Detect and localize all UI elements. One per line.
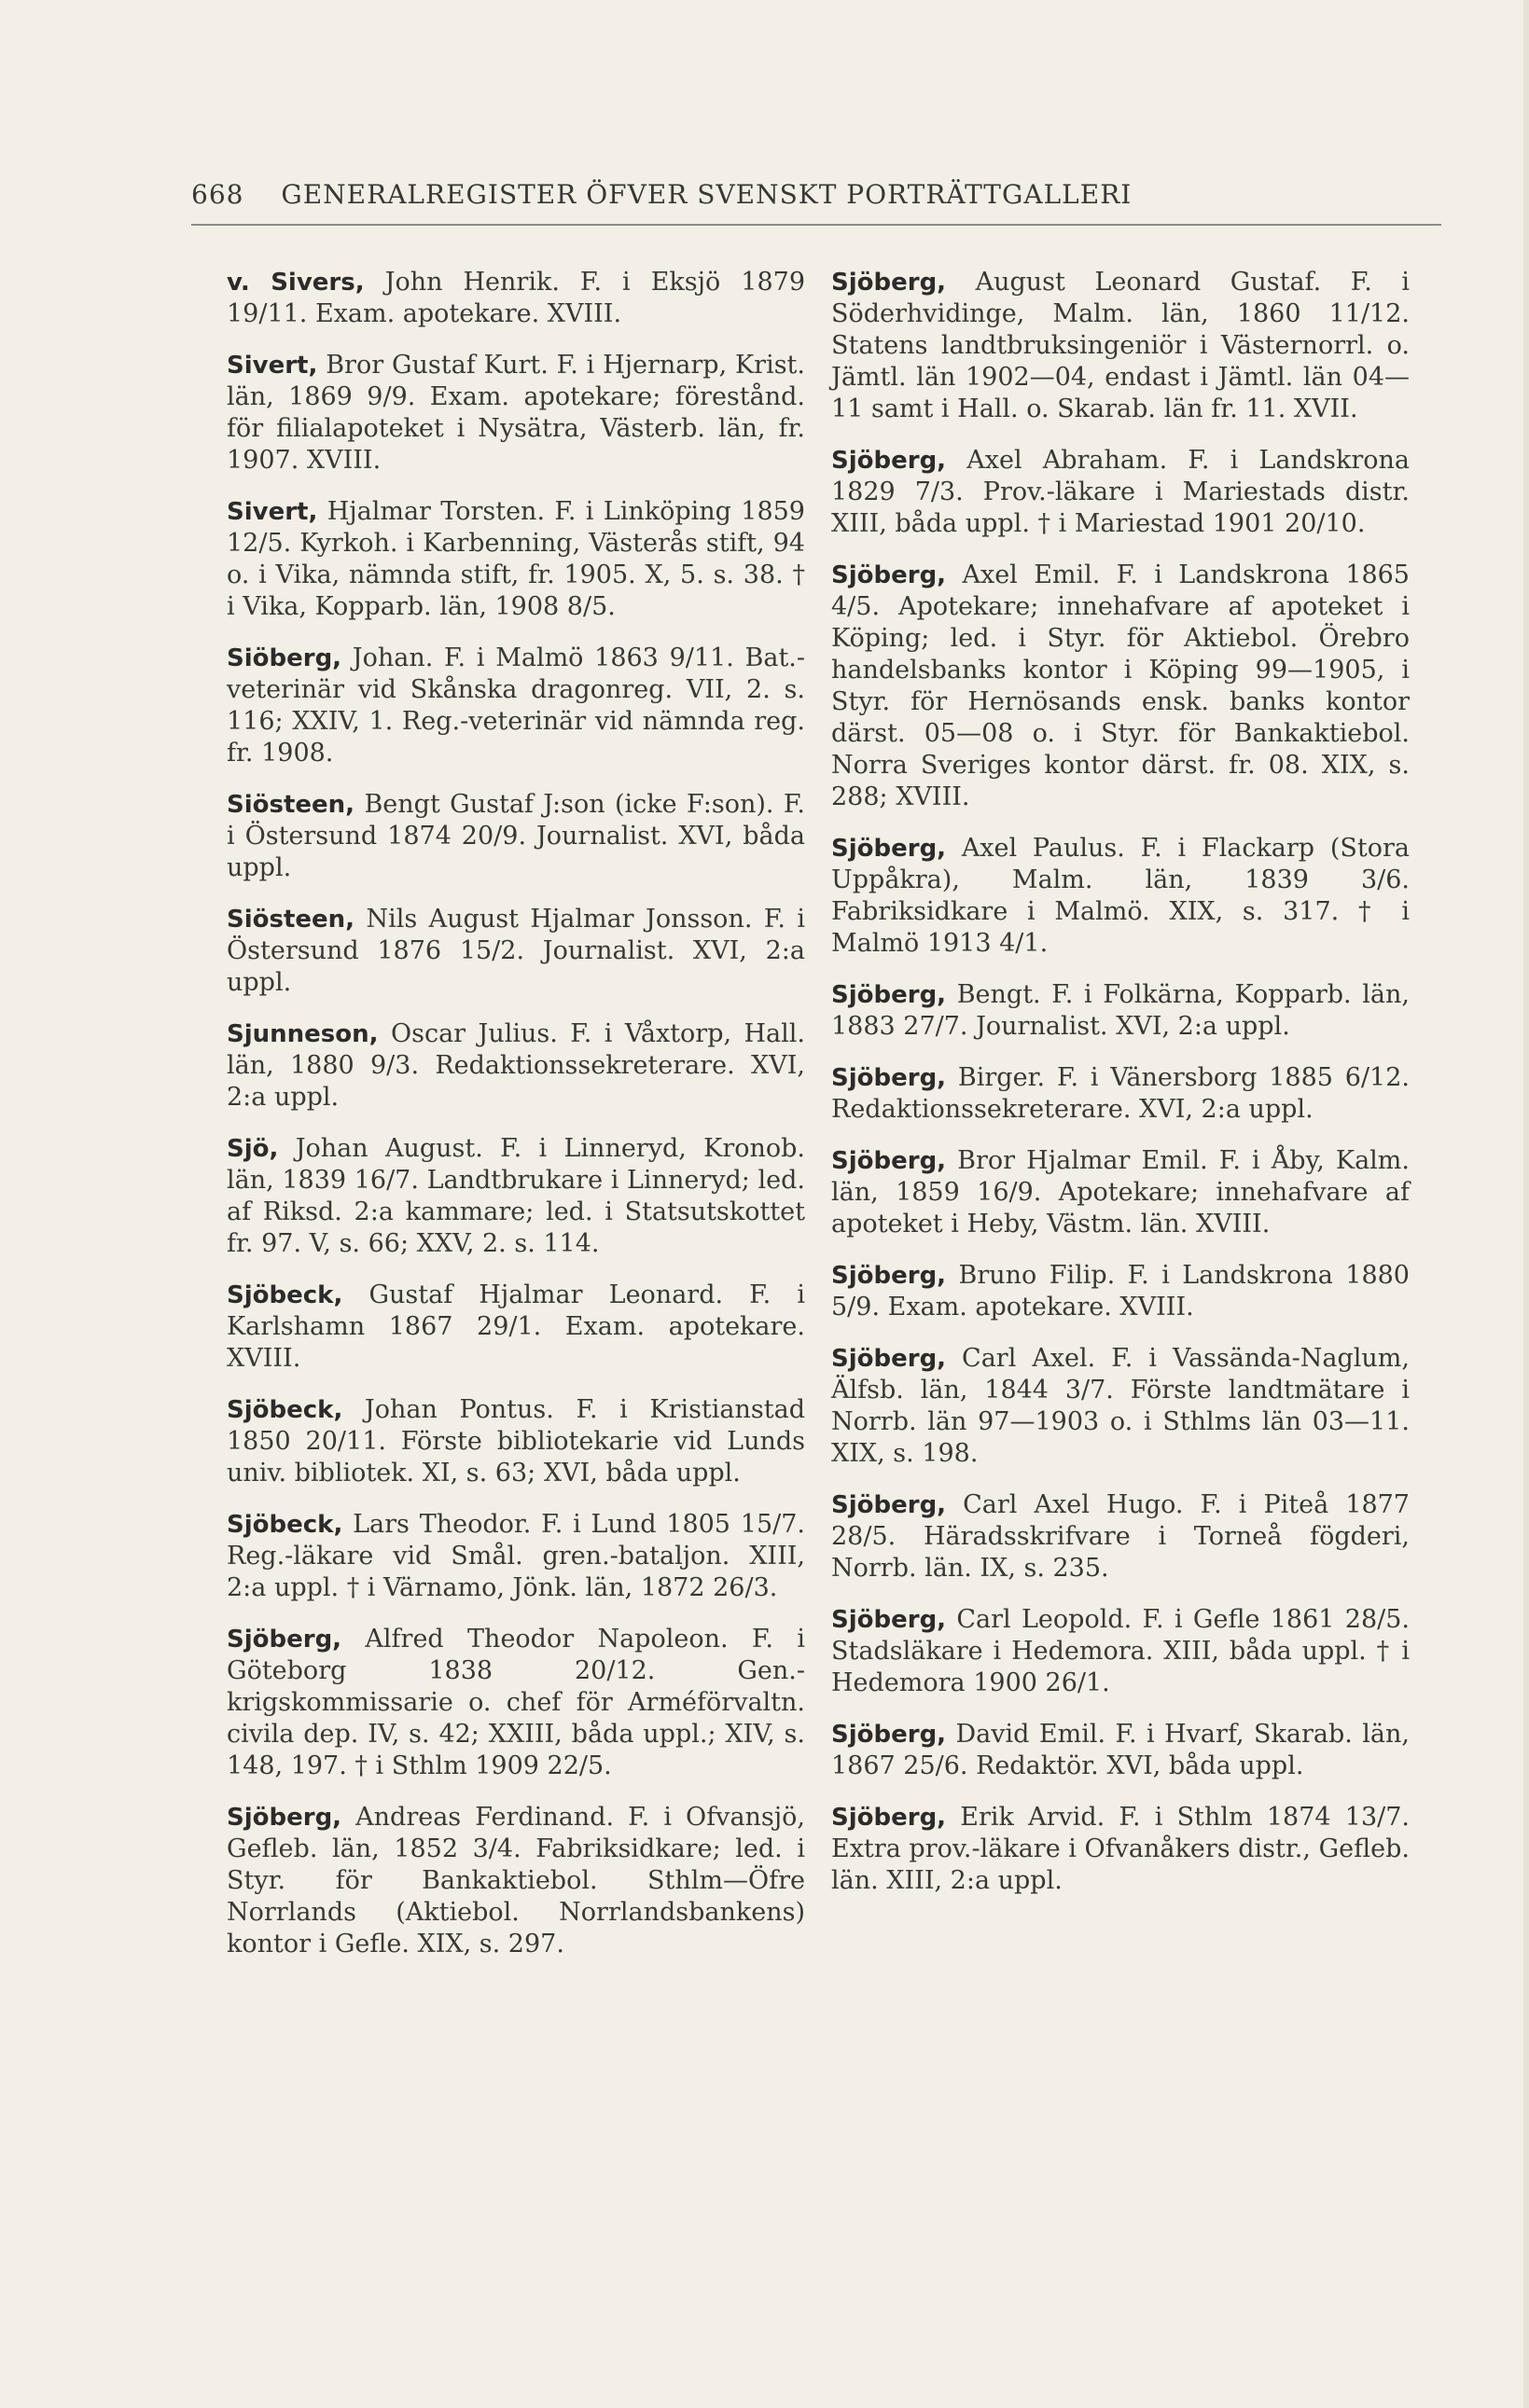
entry-text: Carl Axel. F. i Vassända-Naglum, Älfsb. län, 1844 3/7. Förste landtmätare i Norrb. län 97—1903 o. i Sthlms län 03—11. XIX, s. 198.: [831, 1344, 1410, 1468]
entry-surname: Sivert,: [227, 352, 318, 380]
entry-surname: Siösteen,: [227, 906, 355, 934]
entry-surname: Sjöbeck,: [227, 1511, 343, 1539]
entry-surname: Sjöberg,: [831, 1345, 947, 1373]
register-entry: [831, 1145, 1410, 1240]
entry-surname: Sjöbeck,: [227, 1396, 343, 1424]
entry-text: David Emil. F. i Hvarf, Skarab. län, 1867 25/6. Redaktör. XVI, båda uppl.: [831, 1720, 1410, 1780]
entry-surname: Sjöberg,: [831, 1721, 947, 1749]
entry-surname: Sjö,: [227, 1135, 279, 1163]
entry-text: Johan August. F. i Linneryd, Kronob. län, 1839 16/7. Landtbrukare i Linneryd; led. af Riksd. 2:a kammare; led. i Statsutskottet fr. 97. V, s. 66; XXV, 2. s. 114.: [227, 1134, 805, 1258]
register-entry: [227, 1394, 805, 1489]
entry-surname: Siösteen,: [227, 791, 355, 819]
entry-text: Axel Abraham. F. i Landskrona 1829 7/3. Prov.-läkare i Mariestads distr. XIII, båda uppl. † i Mariestad 1901 20/10.: [831, 446, 1410, 538]
register-entry: [831, 1489, 1410, 1585]
entry-surname: Sjöberg,: [227, 1804, 342, 1832]
register-entry: [831, 267, 1410, 425]
entry-surname: Sjöberg,: [831, 269, 947, 297]
entry-text: Carl Leopold. F. i Gefle 1861 28/5. Stadsläkare i Hedemora. XIII, båda uppl. † i Hedemora 1900 26/1.: [831, 1605, 1410, 1697]
page-edge: [1523, 0, 1529, 2408]
right-column: [831, 267, 1410, 1917]
register-entry: [831, 1604, 1410, 1699]
register-entry: [831, 560, 1410, 813]
register-entry: [227, 1018, 805, 1114]
entry-text: Nils August Hjalmar Jonsson. F. i Östersund 1876 15/2. Journalist. XVI, 2:a uppl.: [227, 905, 805, 997]
entry-text: Johan. F. i Malmö 1863 9/11. Bat.-veterinär vid Skånska dragonreg. VII, 2. s. 116; XXIV, 1. Reg.-veterinär vid nämnda reg. fr. 1908.: [227, 644, 805, 768]
entry-text: Axel Emil. F. i Landskrona 1865 4/5. Apotekare; innehafvare af apoteket i Köping; led. i Styr. för Aktiebol. Örebro handelsbanks kontor i Köping 99—1905, i Styr. för Hernösands ensk. banks kontor därst. 05—08 o. i Styr. för Bankaktiebol. Norra Sveriges kontor därst. fr. 08. XIX, s. 288; XVIII.: [831, 560, 1410, 811]
entry-surname: Sjöbeck,: [227, 1281, 343, 1309]
register-entry: [227, 350, 805, 477]
register-entry: [227, 904, 805, 999]
entry-surname: Sivert,: [227, 498, 318, 526]
entry-text: Bror Hjalmar Emil. F. i Åby, Kalm. län, 1859 16/9. Apotekare; innehafvare af apoteket i Heby, Västm. län. XVIII.: [831, 1146, 1410, 1239]
register-entry: [831, 1260, 1410, 1323]
register-entry: [831, 1719, 1410, 1782]
entry-text: Hjalmar Torsten. F. i Linköping 1859 12/5. Kyrkoh. i Karbenning, Västerås stift, 94 o. i Vika, nämnda stift, fr. 1905. X, 5. s. 38. † i Vika, Kopparb. län, 1908 8/5.: [227, 497, 805, 621]
entry-text: John Henrik. F. i Eksjö 1879 19/11. Exam. apotekare. XVIII.: [227, 268, 805, 328]
entry-text: Axel Paulus. F. i Flackarp (Stora Uppåkra), Malm. län, 1839 3/6. Fabriksidkare i Malmö. XIX, s. 317. † i Malmö 1913 4/1.: [831, 834, 1410, 958]
entry-text: Bengt Gustaf J:son (icke F:son). F. i Östersund 1874 20/9. Journalist. XVI, båda uppl.: [227, 790, 805, 882]
entry-text: Bror Gustaf Kurt. F. i Hjernarp, Krist. län, 1869 9/9. Exam. apotekare; förestånd. för filialapoteket i Nysätra, Västerb. län, fr. 1907. XVIII.: [227, 351, 805, 475]
entry-text: August Leonard Gustaf. F. i Söderhvidinge, Malm. län, 1860 11/12. Statens landtbruksingeniör i Västernorrl. o. Jämtl. län 1902—04, endast i Jämtl. län 04—11 samt i Hall. o. Skarab. län fr. 11. XVII.: [831, 268, 1410, 423]
entry-text: Bruno Filip. F. i Landskrona 1880 5/9. Exam. apotekare. XVIII.: [831, 1261, 1410, 1322]
entry-text: Johan Pontus. F. i Kristianstad 1850 20/11. Förste bibliotekarie vid Lunds univ. bibliotek. XI, s. 63; XVI, båda uppl.: [227, 1395, 805, 1488]
entry-text: Carl Axel Hugo. F. i Piteå 1877 28/5. Häradsskrifvare i Torneå fögderi, Norrb. län. IX, s. 235.: [831, 1490, 1410, 1583]
register-entry: [227, 1280, 805, 1375]
register-entry: [227, 1133, 805, 1260]
entry-surname: Sjöberg,: [831, 1804, 947, 1832]
running-title: GENERALREGISTER ÖFVER SVENSKT PORTRÄTTGALLERI: [281, 179, 1133, 210]
register-entry: [831, 833, 1410, 960]
register-entry: [831, 1802, 1410, 1897]
header-rule: [191, 224, 1441, 226]
entry-surname: Sjöberg,: [831, 447, 947, 475]
entry-surname: Sjöberg,: [831, 1147, 947, 1175]
register-entry: [227, 1802, 805, 1960]
page-header: [191, 179, 1404, 210]
entry-surname: v. Sivers,: [227, 269, 365, 297]
entry-text: Andreas Ferdinand. F. i Ofvansjö, Gefleb. län, 1852 3/4. Fabriksidkare; led. i Styr. för Bankaktiebol. Sthlm—Öfre Norrlands (Aktiebol. Norrlandsbankens) kontor i Gefle. XIX, s. 297.: [227, 1803, 805, 1958]
entry-text: Lars Theodor. F. i Lund 1805 15/7. Reg.-läkare vid Smål. gren.-bataljon. XIII, 2:a uppl. † i Värnamo, Jönk. län, 1872 26/3.: [227, 1510, 805, 1602]
entry-text: Erik Arvid. F. i Sthlm 1874 13/7. Extra prov.-läkare i Ofvanåkers distr., Gefleb. län. XIII, 2:a uppl.: [831, 1803, 1410, 1895]
entry-text: Alfred Theodor Napoleon. F. i Göteborg 1838 20/12. Gen.-krigskommissarie o. chef för Arméförvaltn. civila dep. IV, s. 42; XXIII, båda uppl.; XIV, s. 148, 197. † i Sthlm 1909 22/5.: [227, 1625, 805, 1780]
entry-surname: Sjunneson,: [227, 1020, 379, 1048]
register-entry: [831, 1343, 1410, 1470]
page-number: 668: [191, 179, 244, 210]
register-entry: [227, 643, 805, 769]
entry-surname: Sjöberg,: [831, 561, 947, 589]
entry-surname: Sjöberg,: [831, 1491, 947, 1519]
entry-surname: Sjöberg,: [831, 835, 947, 863]
register-entry: [227, 1624, 805, 1782]
entry-surname: Sjöberg,: [831, 1064, 947, 1092]
register-entry: [227, 1509, 805, 1604]
register-entry: [227, 267, 805, 330]
register-entry: [831, 979, 1410, 1043]
register-entry: [227, 789, 805, 884]
entry-surname: Sjöberg,: [831, 1262, 947, 1290]
entry-surname: Sjöberg,: [227, 1626, 342, 1654]
register-entry: [831, 1062, 1410, 1126]
entry-surname: Sjöberg,: [831, 981, 947, 1009]
entry-surname: Sjöberg,: [831, 1606, 947, 1634]
left-column: [227, 267, 805, 1980]
entry-text: Birger. F. i Vänersborg 1885 6/12. Redaktionssekreterare. XVI, 2:a uppl.: [831, 1063, 1410, 1124]
entry-text: Bengt. F. i Folkärna, Kopparb. län, 1883 27/7. Journalist. XVI, 2:a uppl.: [831, 980, 1410, 1041]
entry-text: Gustaf Hjalmar Leonard. F. i Karlshamn 1867 29/1. Exam. apotekare. XVIII.: [227, 1280, 805, 1373]
entry-text: Oscar Julius. F. i Våxtorp, Hall. län, 1880 9/3. Redaktionssekreterare. XVI, 2:a uppl.: [227, 1019, 805, 1112]
register-entry: [831, 445, 1410, 540]
register-entry: [227, 496, 805, 623]
entry-surname: Siöberg,: [227, 644, 342, 672]
